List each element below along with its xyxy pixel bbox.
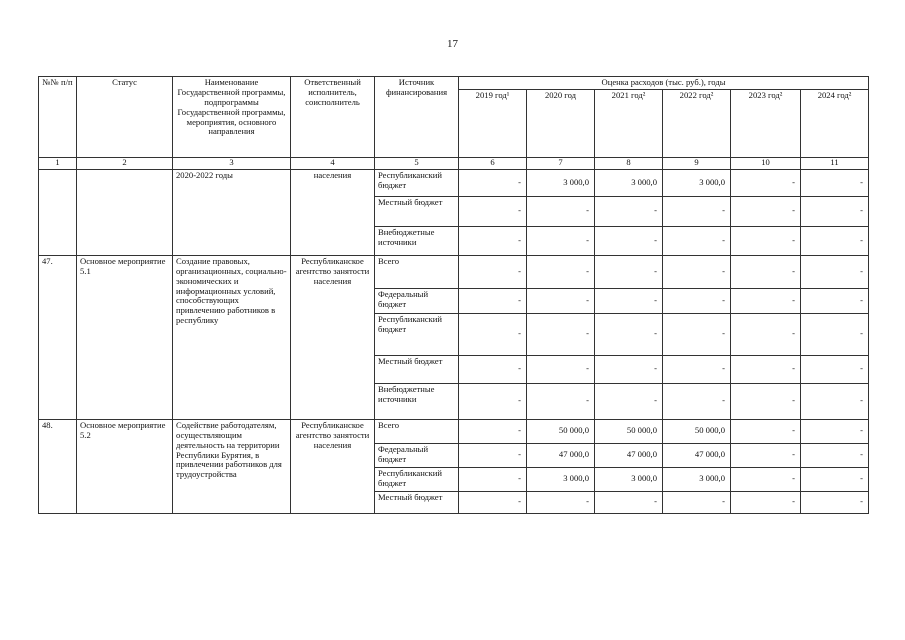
cost-value: - xyxy=(801,196,869,226)
cost-value: - xyxy=(595,313,663,355)
header-responsible: Ответственный исполнитель, соисполнитель xyxy=(291,77,375,158)
header-status: Статус xyxy=(77,77,173,158)
cost-value: - xyxy=(801,169,869,196)
cost-value: - xyxy=(801,419,869,443)
cost-value: - xyxy=(731,419,801,443)
funding-source: Республиканский бюджет xyxy=(375,313,459,355)
cost-value: 3 000,0 xyxy=(663,467,731,491)
cost-value: - xyxy=(731,226,801,255)
cost-value: - xyxy=(459,419,527,443)
cost-value: - xyxy=(801,226,869,255)
cost-value: - xyxy=(459,355,527,383)
column-index: 11 xyxy=(801,157,869,169)
cost-value: - xyxy=(801,355,869,383)
cost-value: - xyxy=(663,383,731,419)
row-number: 48. xyxy=(39,419,77,513)
header-source: Источник финансирования xyxy=(375,77,459,158)
column-index: 7 xyxy=(527,157,595,169)
funding-source: Республиканский бюджет xyxy=(375,169,459,196)
cost-value: - xyxy=(527,383,595,419)
cost-value: 3 000,0 xyxy=(527,467,595,491)
table-row xyxy=(39,169,869,196)
cost-value: - xyxy=(527,491,595,513)
cost-value: - xyxy=(595,226,663,255)
header-name: Наименование Государственной программы, подпрограммы Государственной программы, мероприятия, основного направления xyxy=(173,77,291,158)
page-number: 17 xyxy=(447,38,458,50)
cost-value: - xyxy=(459,169,527,196)
column-index: 3 xyxy=(173,157,291,169)
cost-value: - xyxy=(663,313,731,355)
funding-source: Местный бюджет xyxy=(375,491,459,513)
row-responsible: Республиканское агентство занятости населения xyxy=(291,255,375,419)
cost-value: - xyxy=(595,383,663,419)
cost-value: - xyxy=(801,313,869,355)
row-status xyxy=(77,169,173,255)
cost-value: - xyxy=(459,467,527,491)
column-index-row xyxy=(39,157,869,169)
header-num: №№ п/п xyxy=(39,77,77,158)
funding-source: Местный бюджет xyxy=(375,196,459,226)
cost-value: - xyxy=(663,355,731,383)
cost-value: - xyxy=(801,383,869,419)
expense-table xyxy=(38,76,869,514)
funding-source: Всего xyxy=(375,255,459,288)
cost-value: - xyxy=(459,313,527,355)
header-year: 2022 год² xyxy=(663,89,731,157)
row-status: Основное мероприятие 5.1 xyxy=(77,255,173,419)
cost-value: - xyxy=(459,491,527,513)
cost-value: - xyxy=(731,443,801,467)
header-year: 2021 год² xyxy=(595,89,663,157)
column-index: 9 xyxy=(663,157,731,169)
cost-value: - xyxy=(595,288,663,313)
header-year: 2024 год² xyxy=(801,89,869,157)
cost-value: - xyxy=(731,255,801,288)
cost-value: - xyxy=(663,196,731,226)
table-row xyxy=(39,255,869,288)
cost-value: 3 000,0 xyxy=(595,467,663,491)
row-number xyxy=(39,169,77,255)
funding-source: Федеральный бюджет xyxy=(375,443,459,467)
cost-value: 50 000,0 xyxy=(663,419,731,443)
cost-value: - xyxy=(731,196,801,226)
cost-value: - xyxy=(801,255,869,288)
funding-source: Всего xyxy=(375,419,459,443)
table-row xyxy=(39,419,869,443)
cost-value: - xyxy=(527,288,595,313)
cost-value: - xyxy=(527,226,595,255)
cost-value: - xyxy=(731,169,801,196)
cost-value: 47 000,0 xyxy=(595,443,663,467)
cost-value: - xyxy=(663,288,731,313)
cost-value: 47 000,0 xyxy=(663,443,731,467)
row-status: Основное мероприятие 5.2 xyxy=(77,419,173,513)
column-index: 8 xyxy=(595,157,663,169)
table-body xyxy=(39,169,869,513)
row-name: Содействие работодателям, осуществляющим деятельность на территории Республики Бурятия, в привлечении работников для трудоустройства xyxy=(173,419,291,513)
funding-source: Местный бюджет xyxy=(375,355,459,383)
cost-value: - xyxy=(663,491,731,513)
funding-source: Республиканский бюджет xyxy=(375,467,459,491)
row-number: 47. xyxy=(39,255,77,419)
header-year: 2019 год¹ xyxy=(459,89,527,157)
funding-source: Внебюджетные источники xyxy=(375,226,459,255)
cost-value: - xyxy=(801,491,869,513)
cost-value: - xyxy=(459,288,527,313)
cost-value: - xyxy=(459,255,527,288)
table-header xyxy=(39,77,869,170)
cost-value: - xyxy=(731,383,801,419)
cost-value: - xyxy=(527,255,595,288)
header-costs: Оценка расходов (тыс. руб.), годы xyxy=(459,77,869,90)
cost-value: - xyxy=(801,467,869,491)
column-index: 6 xyxy=(459,157,527,169)
cost-value: - xyxy=(459,443,527,467)
cost-value: - xyxy=(595,255,663,288)
column-index: 4 xyxy=(291,157,375,169)
row-responsible: населения xyxy=(291,169,375,255)
cost-value: - xyxy=(731,313,801,355)
cost-value: - xyxy=(527,196,595,226)
cost-value: - xyxy=(595,196,663,226)
cost-value: - xyxy=(731,491,801,513)
cost-value: 3 000,0 xyxy=(595,169,663,196)
cost-value: 50 000,0 xyxy=(595,419,663,443)
column-index: 2 xyxy=(77,157,173,169)
cost-value: - xyxy=(527,355,595,383)
header-year: 2023 год² xyxy=(731,89,801,157)
column-index: 10 xyxy=(731,157,801,169)
cost-value: 50 000,0 xyxy=(527,419,595,443)
cost-value: 3 000,0 xyxy=(663,169,731,196)
cost-value: - xyxy=(663,255,731,288)
header-year: 2020 год xyxy=(527,89,595,157)
cost-value: 3 000,0 xyxy=(527,169,595,196)
column-index: 1 xyxy=(39,157,77,169)
cost-value: - xyxy=(663,226,731,255)
cost-value: - xyxy=(801,443,869,467)
row-responsible: Республиканское агентство занятости населения xyxy=(291,419,375,513)
cost-value: - xyxy=(595,491,663,513)
funding-source: Федеральный бюджет xyxy=(375,288,459,313)
cost-value: - xyxy=(731,467,801,491)
column-index: 5 xyxy=(375,157,459,169)
cost-value: - xyxy=(731,288,801,313)
cost-value: - xyxy=(595,355,663,383)
cost-value: - xyxy=(801,288,869,313)
cost-value: - xyxy=(527,313,595,355)
cost-value: - xyxy=(731,355,801,383)
funding-source: Внебюджетные источники xyxy=(375,383,459,419)
cost-value: - xyxy=(459,226,527,255)
cost-value: - xyxy=(459,383,527,419)
row-name: Создание правовых, организационных, социально-экономических и информационных условий, способствующих привлечению работников в республику xyxy=(173,255,291,419)
row-name: 2020-2022 годы xyxy=(173,169,291,255)
cost-value: - xyxy=(459,196,527,226)
cost-value: 47 000,0 xyxy=(527,443,595,467)
